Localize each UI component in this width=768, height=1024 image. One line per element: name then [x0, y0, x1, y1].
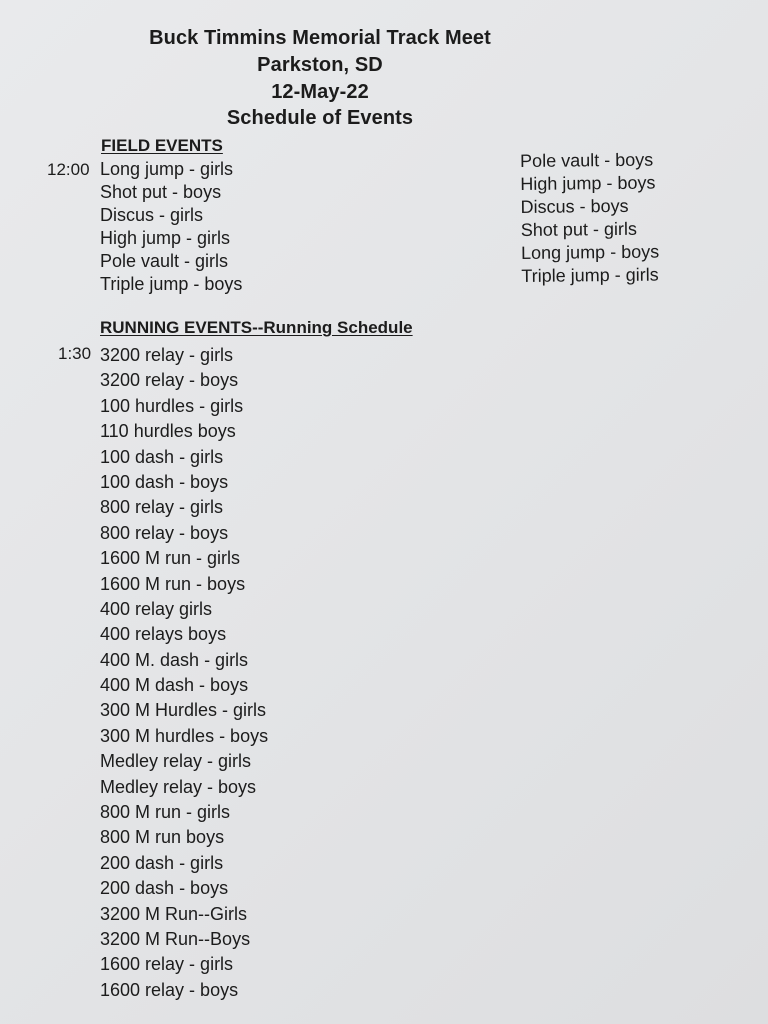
running-event-item: 1600 relay - boys — [100, 979, 239, 1000]
running-event-item: 300 M hurdles - boys — [100, 725, 269, 746]
field-event-item: High jump - girls — [100, 228, 231, 248]
running-events-heading: RUNNING EVENTS--Running Schedule — [100, 318, 413, 337]
field-event-item: Long jump - boys — [520, 241, 660, 263]
field-event-item: Pole vault - girls — [100, 251, 229, 271]
running-event-item: 100 dash - boys — [100, 471, 229, 492]
running-event-item: 400 M dash - boys — [100, 675, 249, 696]
running-events-list — [100, 343, 268, 1003]
field-events-heading: FIELD EVENTS — [101, 136, 223, 155]
meet-date: 12-May-22 — [271, 81, 369, 103]
running-event-item: 3200 M Run--Boys — [100, 928, 251, 949]
running-event-item: 1600 relay - girls — [100, 954, 234, 975]
running-event-item: 800 relay - boys — [100, 522, 229, 543]
running-event-item: Medley relay - boys — [100, 776, 257, 797]
running-event-item: 110 hurdles boys — [100, 421, 236, 442]
running-event-item: 3200 relay - boys — [100, 370, 239, 391]
running-event-item: 1600 M run - girls — [100, 548, 241, 569]
running-event-item: 400 M. dash - girls — [100, 649, 249, 670]
field-event-item: Shot put - girls — [520, 218, 637, 240]
field-event-item: Long jump - girls — [100, 159, 234, 179]
field-event-item: Pole vault - boys — [520, 149, 654, 171]
meet-location: Parkston, SD — [257, 54, 383, 76]
field-event-item: Shot put - boys — [100, 182, 222, 202]
field-event-item: High jump - boys — [520, 172, 656, 194]
running-event-item: 100 dash - girls — [100, 446, 224, 467]
field-events-right-list — [520, 149, 660, 288]
running-event-item: 100 hurdles - girls — [100, 395, 244, 416]
field-events-time: 12:00 — [47, 160, 90, 179]
field-event-item: Triple jump - boys — [100, 274, 243, 294]
field-event-item: Triple jump - girls — [521, 264, 659, 286]
running-event-item: 800 M run boys — [100, 827, 225, 848]
running-event-item: 200 dash - girls — [100, 852, 224, 873]
running-events-time: 1:30 — [58, 344, 92, 363]
field-event-item: Discus - girls — [100, 205, 204, 225]
schedule-subtitle: Schedule of Events — [226, 107, 414, 129]
running-event-item: 200 dash - boys — [100, 878, 229, 899]
running-event-item: 3200 relay - girls — [100, 345, 234, 365]
field-events-left-list — [100, 158, 242, 296]
running-event-item: 3200 M Run--Girls — [100, 903, 248, 924]
running-event-item: 1600 M run - boys — [100, 573, 246, 594]
running-event-item: Medley relay - girls — [100, 751, 252, 772]
running-event-item: 300 M Hurdles - girls — [100, 700, 267, 721]
running-event-item: 800 relay - girls — [100, 497, 224, 518]
running-event-item: 800 M run - girls — [100, 802, 231, 823]
meet-title: Buck Timmins Memorial Track Meet — [149, 27, 491, 49]
running-event-item: 400 relay girls — [100, 598, 213, 619]
running-event-item: 400 relays boys — [100, 624, 227, 645]
field-event-item: Discus - boys — [520, 195, 629, 217]
